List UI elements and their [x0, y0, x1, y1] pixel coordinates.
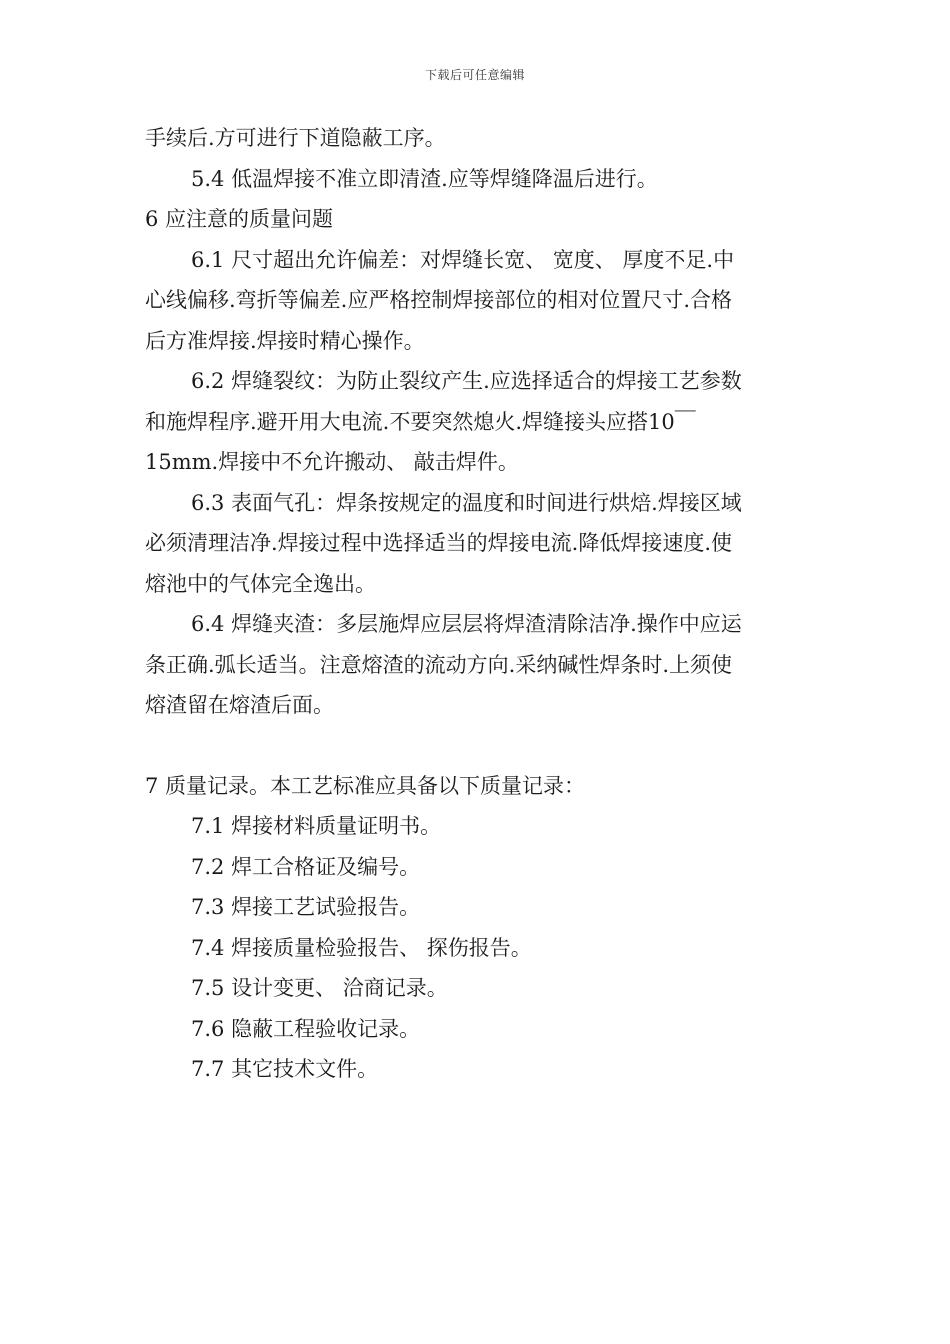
record-item: 7.5 设计变更、 洽商记录。 — [191, 976, 448, 1000]
record-item: 7.3 焊接工艺试验报告。 — [191, 895, 421, 919]
paragraph-line: 6.2 焊缝裂纹：为防止裂纹产生.应选择适合的焊接工艺参数 — [191, 369, 742, 393]
paragraph-spacer — [145, 726, 810, 766]
record-item: 7.1 焊接材料质量证明书。 — [191, 814, 442, 838]
record-item: 7.7 其它技术文件。 — [191, 1057, 379, 1081]
section-heading: 7 质量记录。本工艺标准应具备以下质量记录： — [145, 773, 586, 798]
paragraph-line: 心线偏移.弯折等偏差.应严格控制焊接部位的相对位置尺寸.合格 — [145, 288, 733, 312]
paragraph-line: 必须清理洁净.焊接过程中选择适当的焊接电流.降低焊接速度.使 — [145, 531, 733, 555]
paragraph-line: 条正确.弧长适当。注意熔渣的流动方向.采纳碱性焊条时.上须使 — [145, 652, 733, 677]
paragraph-line: 6.1 尺寸超出允许偏差：对焊缝长宽、 宽度、 厚度不足.中 — [191, 247, 735, 272]
document-body — [145, 118, 810, 1090]
record-item: 7.4 焊接质量检验报告、 探伤报告。 — [191, 935, 532, 960]
paragraph-line: 6.3 表面气孔：焊条按规定的温度和时间进行烘焙.焊接区域 — [191, 490, 742, 515]
paragraph-line: 6.4 焊缝夹渣：多层施焊应层层将焊渣清除洁净.操作中应运 — [191, 612, 742, 636]
paragraph-line: 熔池中的气体完全逸出。 — [145, 571, 376, 596]
record-item: 7.6 隐蔽工程验收记录。 — [191, 1016, 421, 1041]
page-header: 下载后可任意编辑 — [424, 68, 525, 82]
paragraph-line: 和施焊程序.避开用大电流.不要突然熄火.焊缝接头应搭10￣ — [145, 409, 696, 434]
paragraph-line: 5.4 低温焊接不准立即清渣.应等焊缝降温后进行。 — [191, 166, 658, 191]
paragraph-line: 手续后.方可进行下道隐蔽工序。 — [145, 126, 446, 150]
paragraph-line: 后方准焊接.焊接时精心操作。 — [145, 328, 425, 353]
paragraph-line: 熔渣留在熔渣后面。 — [145, 693, 334, 717]
record-item: 7.2 焊工合格证及编号。 — [191, 854, 421, 879]
section-heading: 6 应注意的质量问题 — [145, 207, 334, 231]
paragraph-line: 15mm.焊接中不允许搬动、 敲击焊件。 — [145, 450, 519, 474]
